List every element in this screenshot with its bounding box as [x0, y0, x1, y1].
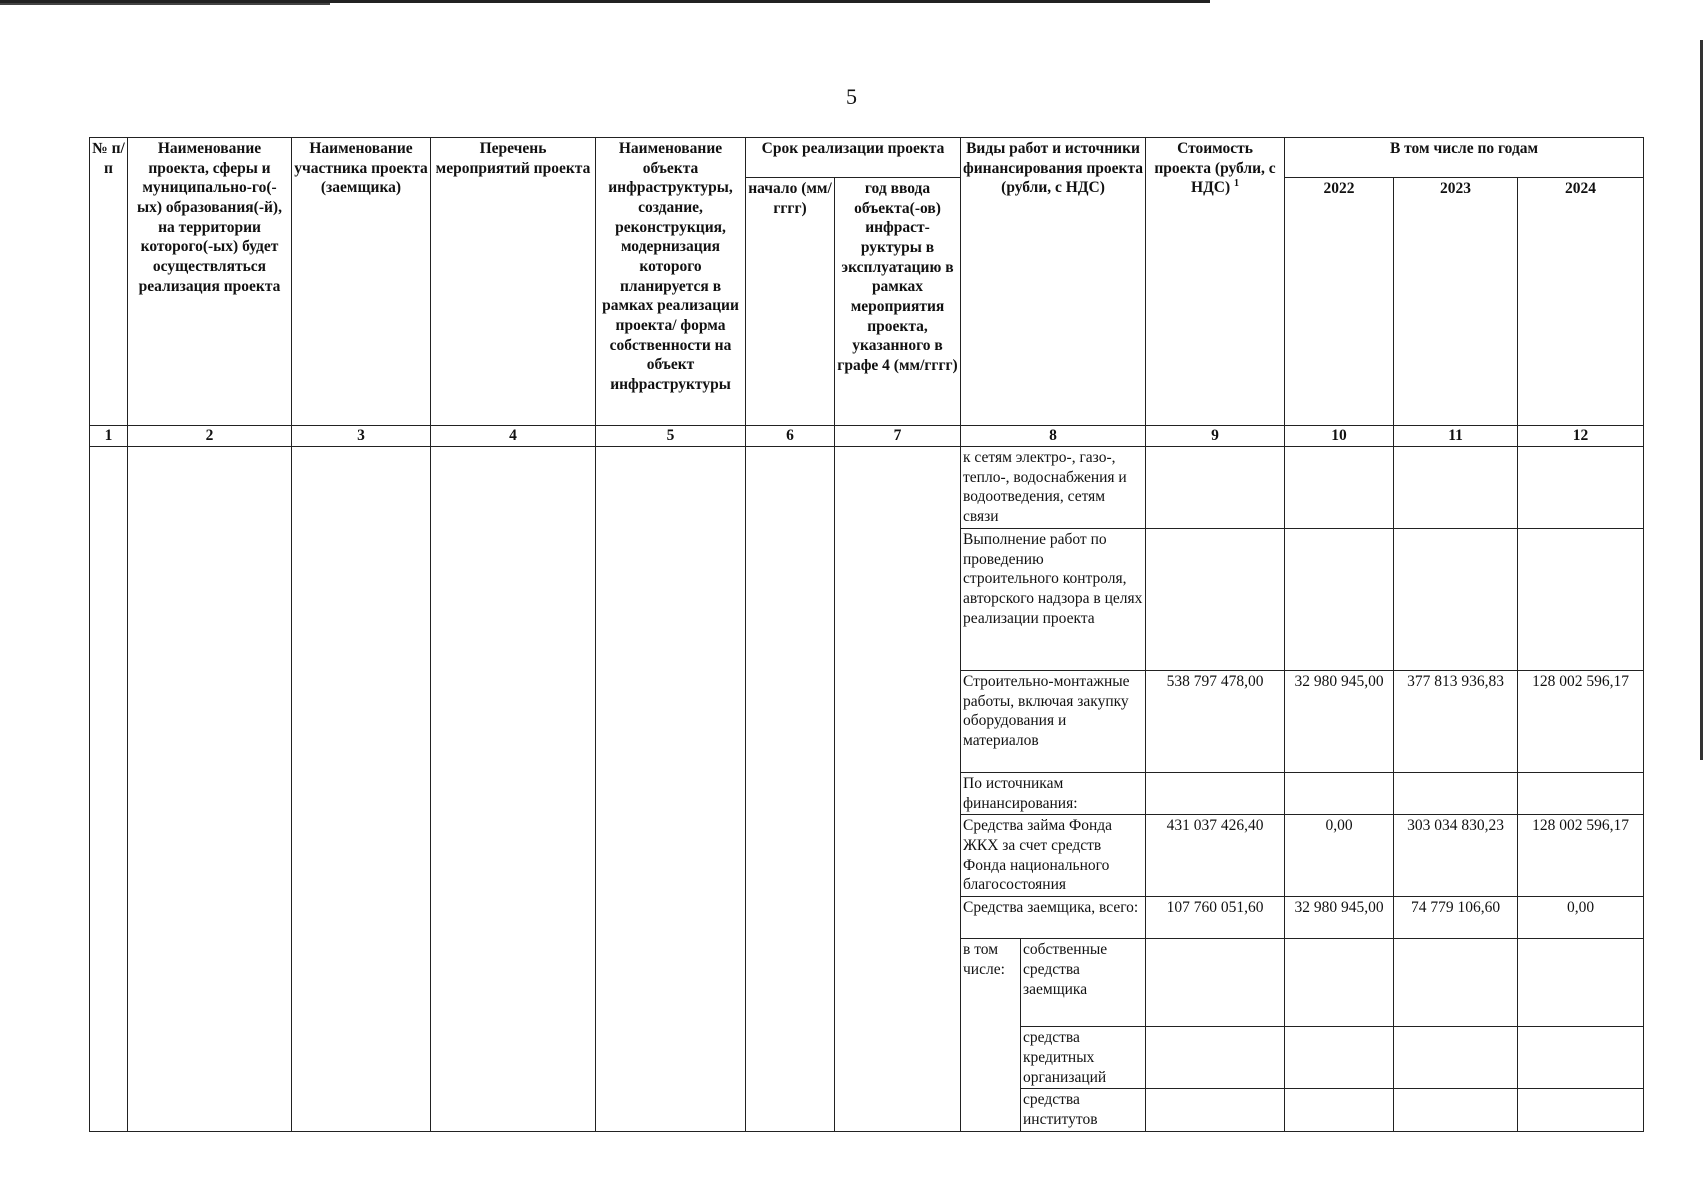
header-num: № п/п [90, 138, 128, 426]
value-2024: 128 002 596,17 [1518, 671, 1644, 773]
header-project-name: Наименование проекта, сферы и муниципально-го(-ых) образования(-й), на территории которого(-ых) будет осуществляться реализация проекта [128, 138, 292, 426]
cell-object-empty [596, 447, 746, 1132]
column-number: 9 [1146, 426, 1285, 447]
header-activities: Перечень мероприятий проекта [431, 138, 596, 426]
cost-value: 538 797 478,00 [1146, 671, 1285, 773]
cell-participant-empty [292, 447, 431, 1132]
header-start: начало (мм/ гггг) [746, 178, 835, 426]
column-number: 7 [835, 426, 961, 447]
header-year-2023: 2023 [1394, 178, 1518, 426]
column-number: 12 [1518, 426, 1644, 447]
value-2023 [1394, 939, 1518, 1027]
value-2023 [1394, 447, 1518, 529]
value-2022 [1285, 529, 1394, 671]
source-sublabel: средства кредитных организаций [1021, 1027, 1146, 1089]
scan-edge-line [0, 3, 330, 5]
value-2023 [1394, 1027, 1518, 1089]
value-2022 [1285, 1089, 1394, 1131]
value-2022: 32 980 945,00 [1285, 671, 1394, 773]
header-year-2022: 2022 [1285, 178, 1394, 426]
work-type-label: Строительно-монтажные работы, включая закупку оборудования и материалов [961, 671, 1146, 773]
work-type-label: По источникам финансирования: [961, 773, 1146, 815]
cell-start-empty [746, 447, 835, 1132]
project-finance-table [89, 137, 1644, 1132]
cell-activities-empty [431, 447, 596, 1132]
value-2022: 32 980 945,00 [1285, 897, 1394, 939]
cell-project-empty [128, 447, 292, 1132]
value-2024 [1518, 939, 1644, 1027]
value-2022 [1285, 773, 1394, 815]
work-type-label: Средства займа Фонда ЖКХ за счет средств Фонда национального благосостояния [961, 815, 1146, 897]
cell-num-empty [90, 447, 128, 1132]
column-number: 6 [746, 426, 835, 447]
value-2024 [1518, 447, 1644, 529]
value-2023: 377 813 936,83 [1394, 671, 1518, 773]
cell-commission-empty [835, 447, 961, 1132]
header-participant: Наименование участника проекта (заемщика) [292, 138, 431, 426]
work-type-label: к сетям электро-, газо-, тепло-, водоснабжения и водоотведения, сетям связи [961, 447, 1146, 529]
cost-value [1146, 529, 1285, 671]
value-2024: 0,00 [1518, 897, 1644, 939]
value-2024 [1518, 1089, 1644, 1131]
value-2022: 0,00 [1285, 815, 1394, 897]
value-2023: 74 779 106,60 [1394, 897, 1518, 939]
work-type-label: Выполнение работ по проведению строительного контроля, авторского надзора в целях реализации проекта [961, 529, 1146, 671]
value-2024 [1518, 529, 1644, 671]
value-2022 [1285, 939, 1394, 1027]
column-number: 4 [431, 426, 596, 447]
header-cost: Стоимость проекта (рубли, с НДС) $^1$ [1146, 138, 1285, 426]
cost-value: 431 037 426,40 [1146, 815, 1285, 897]
value-2022 [1285, 447, 1394, 529]
column-number: 1 [90, 426, 128, 447]
value-2022 [1285, 1027, 1394, 1089]
value-2023 [1394, 1089, 1518, 1131]
header-years-group: В том числе по годам [1285, 138, 1644, 178]
source-sublabel: средства институтов [1021, 1089, 1146, 1131]
column-number: 11 [1394, 426, 1518, 447]
cost-value [1146, 1089, 1285, 1131]
column-number: 5 [596, 426, 746, 447]
cost-value [1146, 773, 1285, 815]
column-number: 10 [1285, 426, 1394, 447]
including-label: в том числе: [961, 939, 1021, 1131]
header-work-types: Виды работ и источники финансирования проекта (рубли, с НДС) [961, 138, 1146, 426]
column-number: 8 [961, 426, 1146, 447]
column-number: 3 [292, 426, 431, 447]
cost-value [1146, 1027, 1285, 1089]
header-infrastructure-object: Наименование объекта инфраструктуры, создание, реконструкция, модернизация которого планируется в рамках реализации проекта/ форма собственности на объект инфраструктуры [596, 138, 746, 426]
cost-value: 107 760 051,60 [1146, 897, 1285, 939]
page-number: 5 [846, 84, 857, 109]
footnote-mark: 1 [1234, 178, 1239, 190]
value-2024: 128 002 596,17 [1518, 815, 1644, 897]
header-commission-year: год ввода объекта(-ов) инфраст-руктуры в эксплуатацию в рамках мероприятия проекта, указанного в графе 4 (мм/гггг) [835, 178, 961, 426]
cost-value [1146, 939, 1285, 1027]
value-2024 [1518, 1027, 1644, 1089]
cost-value [1146, 447, 1285, 529]
source-sublabel: собственные средства заемщика [1021, 939, 1146, 1027]
work-type-label: Средства заемщика, всего: [961, 897, 1146, 939]
value-2023 [1394, 529, 1518, 671]
header-period: Срок реализации проекта [746, 138, 961, 178]
column-number: 2 [128, 426, 292, 447]
value-2023 [1394, 773, 1518, 815]
header-year-2024: 2024 [1518, 178, 1644, 426]
value-2023: 303 034 830,23 [1394, 815, 1518, 897]
value-2024 [1518, 773, 1644, 815]
